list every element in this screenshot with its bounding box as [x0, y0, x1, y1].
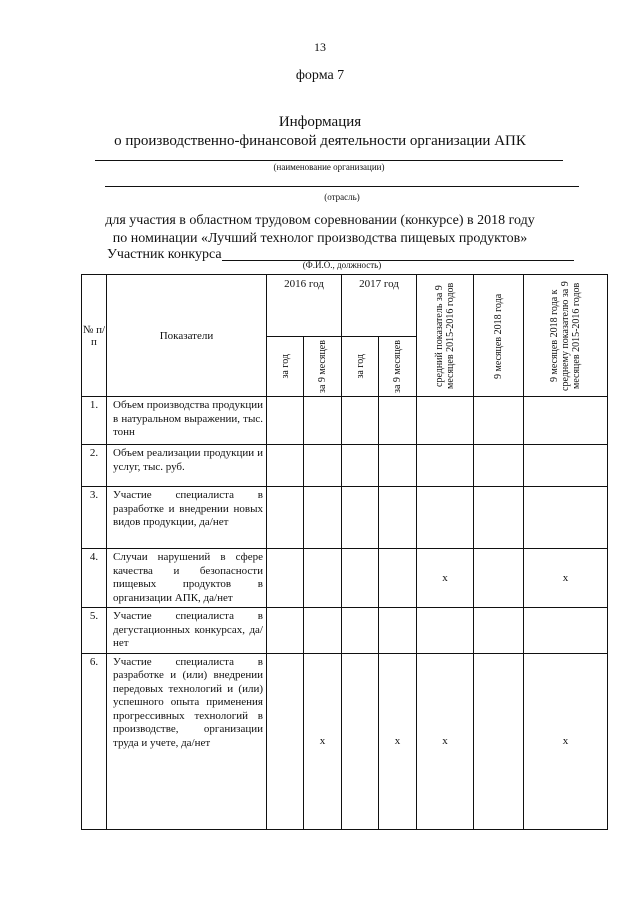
header-average [417, 275, 474, 397]
row-number: 2. [82, 445, 107, 487]
branch-line [105, 186, 579, 187]
row-number: 3. [82, 487, 107, 549]
row-value-cell [267, 653, 304, 829]
header-nine-months-2018 [474, 275, 524, 397]
row-value-cell [342, 445, 379, 487]
purpose-text [0, 212, 640, 248]
row-value-cell: х [379, 653, 417, 829]
row-value-cell [417, 487, 474, 549]
row-indicator: Объем реализации продукции и услуг, тыс. руб. [107, 445, 267, 487]
purpose-line-2: по номинации «Лучший технолог производства пищевых продуктов» [112, 231, 528, 246]
row-value-cell [474, 549, 524, 608]
row-value-cell [474, 397, 524, 445]
row-number: 4. [82, 549, 107, 608]
row-value-cell: х [417, 653, 474, 829]
header-2017-for-year [342, 337, 379, 397]
row-value-cell [524, 397, 608, 445]
table-row [82, 397, 608, 445]
row-value-cell [474, 608, 524, 654]
row-value-cell [417, 445, 474, 487]
row-number: 6. [82, 653, 107, 829]
row-indicator: Участие специалиста в разработке и (или) внедрении передовых технологий и (или) успешного опыта применения прогрессивных технологий в производстве, организации труда и учете, да/нет [107, 653, 267, 829]
row-value-cell [379, 487, 417, 549]
row-value-cell [267, 549, 304, 608]
row-value-cell [342, 653, 379, 829]
row-value-cell: х [417, 549, 474, 608]
table-row [82, 549, 608, 608]
row-value-cell [267, 397, 304, 445]
table-row [82, 608, 608, 654]
header-2017-nine-months [379, 337, 417, 397]
row-value-cell: х [304, 653, 342, 829]
header-2016-nine-months [304, 337, 342, 397]
row-value-cell [304, 549, 342, 608]
row-value-cell [304, 487, 342, 549]
row-value-cell [304, 445, 342, 487]
row-value-cell [524, 445, 608, 487]
row-value-cell [474, 487, 524, 549]
table-row [82, 653, 608, 829]
organization-caption: (наименование организации) [273, 162, 385, 172]
row-value-cell [474, 445, 524, 487]
row-value-cell [267, 445, 304, 487]
participant-caption: (Ф.И.О., должность) [302, 260, 382, 270]
table-body [82, 397, 608, 830]
row-indicator: Случаи нарушений в сфере качества и безопасности пищевых продуктов в организации АПК, да/нет [107, 549, 267, 608]
row-value-cell [524, 487, 608, 549]
row-indicator: Участие специалиста в дегустационных конкурсах, да/нет [107, 608, 267, 654]
organization-name-line [95, 160, 563, 161]
title-line-1: Информация [278, 114, 362, 130]
row-number: 5. [82, 608, 107, 654]
branch-caption: (отрасль) [324, 192, 360, 202]
header-num: № п/п [82, 275, 107, 397]
title-line-2: о производственно-финансовой деятельности организации АПК [114, 133, 526, 149]
row-value-cell [304, 397, 342, 445]
header-indicators: Показатели [107, 275, 267, 397]
row-value-cell [304, 608, 342, 654]
table-row [82, 487, 608, 549]
row-value-cell [474, 653, 524, 829]
row-value-cell [417, 608, 474, 654]
header-2016-nine-months-text: за 9 месяцев [317, 340, 328, 393]
header-2017-for-year-text: за год [354, 354, 366, 379]
row-value-cell [267, 608, 304, 654]
header-ratio [524, 275, 608, 397]
header-2017-nine-months-text: за 9 месяцев [392, 340, 403, 393]
form-label: форма 7 [295, 68, 345, 83]
row-value-cell [379, 445, 417, 487]
row-indicator: Объем производства продукции в натуральном выражении, тыс. тонн [107, 397, 267, 445]
row-value-cell [267, 487, 304, 549]
header-ratio-text: 9 месяцев 2018 года к среднему показателю за 9 месяцев 2015-2016 годов [549, 280, 582, 391]
row-value-cell [342, 487, 379, 549]
row-value-cell [379, 397, 417, 445]
purpose-line-1: для участия в областном трудовом соревновании (конкурсе) в 2018 году [105, 213, 535, 228]
row-value-cell: х [524, 549, 608, 608]
header-year-2016: 2016 год [267, 275, 342, 337]
row-number: 1. [82, 397, 107, 445]
row-value-cell [379, 608, 417, 654]
table-row [82, 445, 608, 487]
header-2016-for-year-text: за год [279, 354, 291, 379]
row-value-cell [342, 549, 379, 608]
row-value-cell [379, 549, 417, 608]
row-value-cell [342, 608, 379, 654]
report-table [81, 274, 608, 830]
header-average-text: средний показатель за 9 месяцев 2015-2016 годов [434, 282, 456, 389]
document-title [0, 113, 640, 151]
page-number: 13 [314, 40, 326, 54]
row-indicator: Участие специалиста в разработке и внедрении новых видов продукции, да/нет [107, 487, 267, 549]
header-2016-for-year [267, 337, 304, 397]
header-nine-months-2018-text: 9 месяцев 2018 года [493, 292, 504, 379]
row-value-cell [417, 397, 474, 445]
row-value-cell: х [524, 653, 608, 829]
row-value-cell [342, 397, 379, 445]
participant-label: Участник конкурса [107, 247, 222, 262]
header-year-2017: 2017 год [342, 275, 417, 337]
row-value-cell [524, 608, 608, 654]
